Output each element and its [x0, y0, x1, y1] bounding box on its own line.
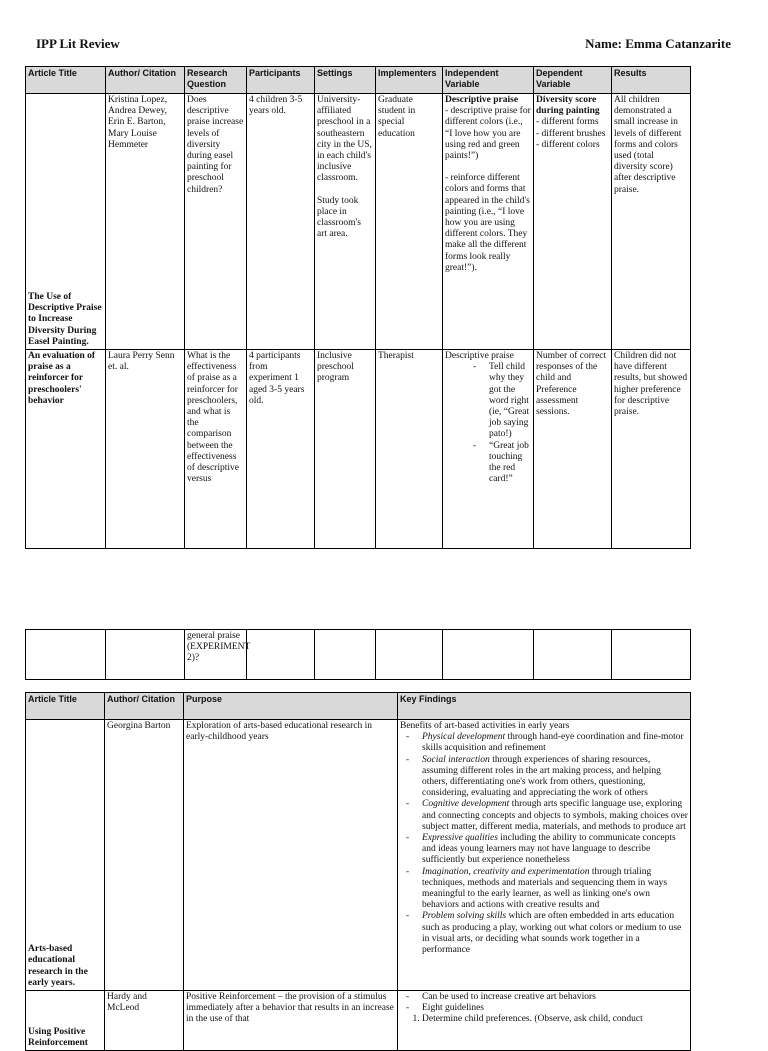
settings-cell: University-affiliated preschool in a southeastern city in the US, in each child's inclusive classroom. Study took place in classroom's art area. [315, 94, 376, 350]
col-author: Author/ Citation [106, 67, 185, 94]
list-item: - “Great job touching the red card!” [489, 441, 531, 486]
article-title-cell: The Use of Descriptive Praise to Increase Diversity During Easel Painting. [26, 94, 106, 350]
list-item: - Imagination, creativity and experimentation through trialing techniques, methods and materials and sequencing them in ways meaningful to the early learner, as well as linking one's own behaviors and actions with creative results and [422, 867, 688, 912]
list-item: 1. Determine child preferences. (Observe, ask child, conduct [422, 1014, 688, 1025]
purpose-cell: Exploration of arts-based educational research in early-childhood years [184, 720, 398, 991]
results-cell: Children did not have different results, but showed higher preference for descriptive praise. [612, 350, 691, 549]
dependent-variable-cell: Diversity score during painting - different forms - different brushes - different colors [534, 94, 612, 350]
article-title-cell: Arts-based educational research in the early years. [26, 720, 105, 991]
lit-review-table-1-continued [25, 629, 691, 680]
question-cell: Does descriptive praise increase levels of diversity during easel painting for preschool children? [185, 94, 247, 350]
author-cell: Laura Perry Senn et. al. [106, 350, 185, 549]
col-key-findings: Key Findings [398, 693, 691, 720]
table-row [26, 350, 691, 549]
question-cell: What is the effectiveness of praise as a reinforcer for preschoolers, and what is the comparison between the effectiveness of descriptive versus [185, 350, 247, 549]
col-dependent-variable: Dependent Variable [534, 67, 612, 94]
table-row [26, 630, 691, 680]
list-item: - Eight guidelines [422, 1003, 688, 1014]
question-cell: general praise (EXPERIMENT 2)? [185, 630, 247, 680]
col-author: Author/ Citation [105, 693, 184, 720]
col-independent-variable: Independent Variable [443, 67, 534, 94]
author-cell: Georgina Barton [105, 720, 184, 991]
student-name: Name: Emma Catanzarite [585, 36, 731, 51]
key-findings-cell [398, 991, 691, 1051]
table-row [26, 991, 691, 1051]
document-title: IPP Lit Review [36, 36, 120, 51]
purpose-cell: Positive Reinforcement – the provision of a stimulus immediately after a behavior that results in an increase in the use of that [184, 991, 398, 1051]
lit-review-table-2 [25, 692, 691, 1051]
author-cell: Kristina Lopez, Andrea Dewey, Erin E. Barton, Mary Louise Hemmeter [106, 94, 185, 350]
table-header-row [26, 67, 691, 94]
settings-cell: Inclusive preschool program [315, 350, 376, 549]
col-results: Results [612, 67, 691, 94]
col-purpose: Purpose [184, 693, 398, 720]
list-item: - Can be used to increase creative art behaviors [422, 992, 688, 1003]
col-article-title: Article Title [26, 693, 105, 720]
table-row [26, 720, 691, 991]
col-settings: Settings [315, 67, 376, 94]
author-cell: Hardy and McLeod [105, 991, 184, 1051]
participants-cell: 4 children 3-5 years old. [247, 94, 315, 350]
article-title-cell: An evaluation of praise as a reinforcer for preschoolers' behavior [26, 350, 106, 549]
dependent-variable-cell: Number of correct responses of the child and Preference assessment sessions. [534, 350, 612, 549]
list-item: - Expressive qualities including the ability to communicate concepts and ideas young learners may not have language to describe sufficiently but experience nonetheless [422, 833, 688, 867]
col-article-title: Article Title [26, 67, 106, 94]
independent-variable-cell: Descriptive praise - descriptive praise for different colors (i.e., “I love how you are using red and green paints!”) - reinforce different colors and forms that appeared in the child's painting (i.e., “I love how you are using different colors. They make all the different forms look really great!”). [443, 94, 534, 350]
results-cell: All children demonstrated a small increase in levels of different forms and colors used (total diversity score) after descriptive praise. [612, 94, 691, 350]
implementers-cell: Therapist [376, 350, 443, 549]
list-item: - Problem solving skills which are often embedded in arts education such as producing a play, working out what colors or medium to use in visual arts, or deciding what sounds work together in a performance [422, 911, 688, 956]
list-item: - Social interaction through experiences of sharing resources, assuming different roles in the art making process, and helping others, differentiating one's work from others, questioning, considering, evaluating and appreciating the work of others [422, 755, 688, 800]
lit-review-table-1 [25, 66, 691, 549]
col-research-question: Research Question [185, 67, 247, 94]
col-implementers: Implementers [376, 67, 443, 94]
list-item: - Cognitive development through arts specific language use, exploring and connecting concepts and objects to symbols, making choices over subject matter, different media, materials, and methods to produce art [422, 799, 688, 833]
participants-cell: 4 participants from experiment 1 aged 3-5 years old. [247, 350, 315, 549]
independent-variable-cell: Descriptive praise - Tell child why they got the word right (ie, “Great job saying pato!) - “Great job touching the red card!” [443, 350, 534, 549]
table-header-row [26, 693, 691, 720]
table-row [26, 94, 691, 350]
implementers-cell: Graduate student in special education [376, 94, 443, 350]
article-title-cell: Using Positive Reinforcement [26, 991, 105, 1051]
key-findings-cell: Benefits of art-based activities in early years - Physical development through hand-eye coordination and fine-motor skills acquisition and refinement - Social interaction through experiences of sharing resources, assuming different roles in the art making process, and helping others, differentiating one's work from others, questioning, considering, evaluating and appreciating the work of others - Cognitive development through arts specific language use, exploring and connecting concepts and objects to symbols, making choices over subject matter, different media, materials, and methods to produce art - Expressive qualities including the ability to communicate concepts and ideas young learners may not have language to describe sufficiently but experience nonetheless - Imagination, creativity and experimentation through trialing techniques, methods and materials and sequencing them in ways meaningful to the early learner, as well as linking one's own behaviors and actions with creative results and - Problem solving skills which are often embedded in arts education such as producing a play, working out what colors or medium to use in visual arts, or deciding what sounds work together in a performance [398, 720, 691, 991]
col-participants: Participants [247, 67, 315, 94]
list-item: - Physical development through hand-eye coordination and fine-motor skills acquisition and refinement [422, 732, 688, 754]
list-item: - Tell child why they got the word right (ie, “Great job saying pato!) [489, 362, 531, 440]
